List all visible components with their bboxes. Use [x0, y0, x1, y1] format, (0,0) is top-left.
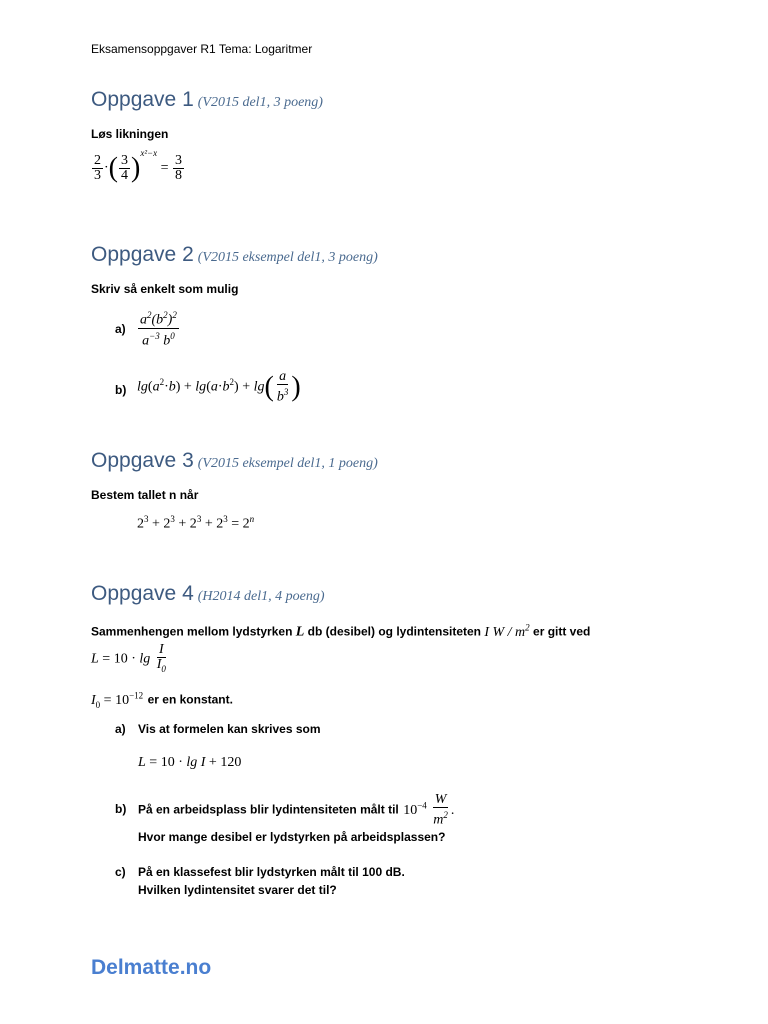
task-4-intro-c: er gitt ved: [533, 624, 591, 639]
task-4b-label: b): [115, 802, 127, 816]
task-4-heading: [91, 582, 325, 606]
task-4a-text: Vis at formelen kan skrives som: [138, 722, 321, 736]
task-4c-label: c): [115, 865, 126, 879]
task-3-equation: $2^3 + 2^3 + 2^3 + 2^3 = 2^n$: [137, 514, 255, 532]
task-1-prompt: Løs likningen: [91, 127, 169, 141]
page-header: Eksamensoppgaver R1 Tema: Logaritmer: [91, 42, 313, 56]
task-1-source: (V2015 del1, 3 poeng): [197, 95, 323, 110]
task-4-constant-text: er en konstant.: [147, 692, 233, 707]
task-2-heading: [91, 243, 378, 267]
task-4c-text2: Hvilken lydintensitet svarer det til?: [138, 883, 337, 897]
task-4a-formula: L = 10 · lg I + 120: [138, 755, 242, 770]
task-3-source: (V2015 eksempel del1, 1 poeng): [197, 456, 378, 471]
task-4-constant: $I_0 = 10^{-12}$ er en konstant.: [91, 690, 233, 710]
task-4-source: (H2014 del1, 4 poeng): [197, 589, 325, 604]
task-4-intro-b: db (desibel) og lydintensiteten: [307, 624, 481, 639]
task-4b-line1: På en arbeidsplass blir lydintensiteten målt til $10^{-4}$ $\frac{W}{m^2}$ .: [138, 792, 455, 828]
task-2a-expression: $\frac{a^2(b^2)^2}{a^{-3} b^0}$: [140, 310, 177, 349]
task-1-heading: [91, 88, 323, 112]
task-4b-text2: Hvor mange desibel er lydstyrken på arbeidsplassen?: [138, 830, 446, 844]
task-1-equation: $\frac{2}{3}$ ·( $\frac{3}{4}$ )$^{x^2-x}$ = $\frac{3}{8}$: [94, 148, 182, 184]
task-2-title: Oppgave 2: [91, 243, 194, 266]
task-2-source: (V2015 eksempel del1, 3 poeng): [197, 250, 378, 265]
task-3-heading: [91, 449, 378, 473]
task-4b-text: På en arbeidsplass blir lydintensiteten målt til: [138, 802, 399, 817]
delmatte-logo: Delmatte.no: [91, 956, 212, 979]
task-4-intro-a: Sammenhengen mellom lydstyrken: [91, 624, 293, 639]
task-4a-label: a): [115, 722, 126, 736]
task-2b-expression: $\lg(a^2\cdot b) + \lg(a\cdot b^2) + \lg$( $\frac{a}{b^3}$ ): [137, 369, 301, 405]
task-4-title: Oppgave 4: [91, 582, 194, 605]
task-3-title: Oppgave 3: [91, 449, 194, 472]
task-4-intro: Sammenhengen mellom lydstyrken L db (desibel) og lydintensiteten I W / $m^2$ er gitt ved: [91, 622, 591, 640]
task-2a-label: a): [115, 322, 126, 336]
task-4c-text: På en klassefest blir lydstyrken målt til 100 dB.: [138, 865, 405, 879]
task-3-prompt: Bestem tallet n når: [91, 488, 199, 502]
task-2-prompt: Skriv så enkelt som mulig: [91, 282, 239, 296]
task-4-formula: L = 10 · lg $\frac{I}{I_0}$: [91, 642, 166, 674]
task-2b-label: b): [115, 383, 127, 397]
task-1-title: Oppgave 1: [91, 88, 194, 111]
